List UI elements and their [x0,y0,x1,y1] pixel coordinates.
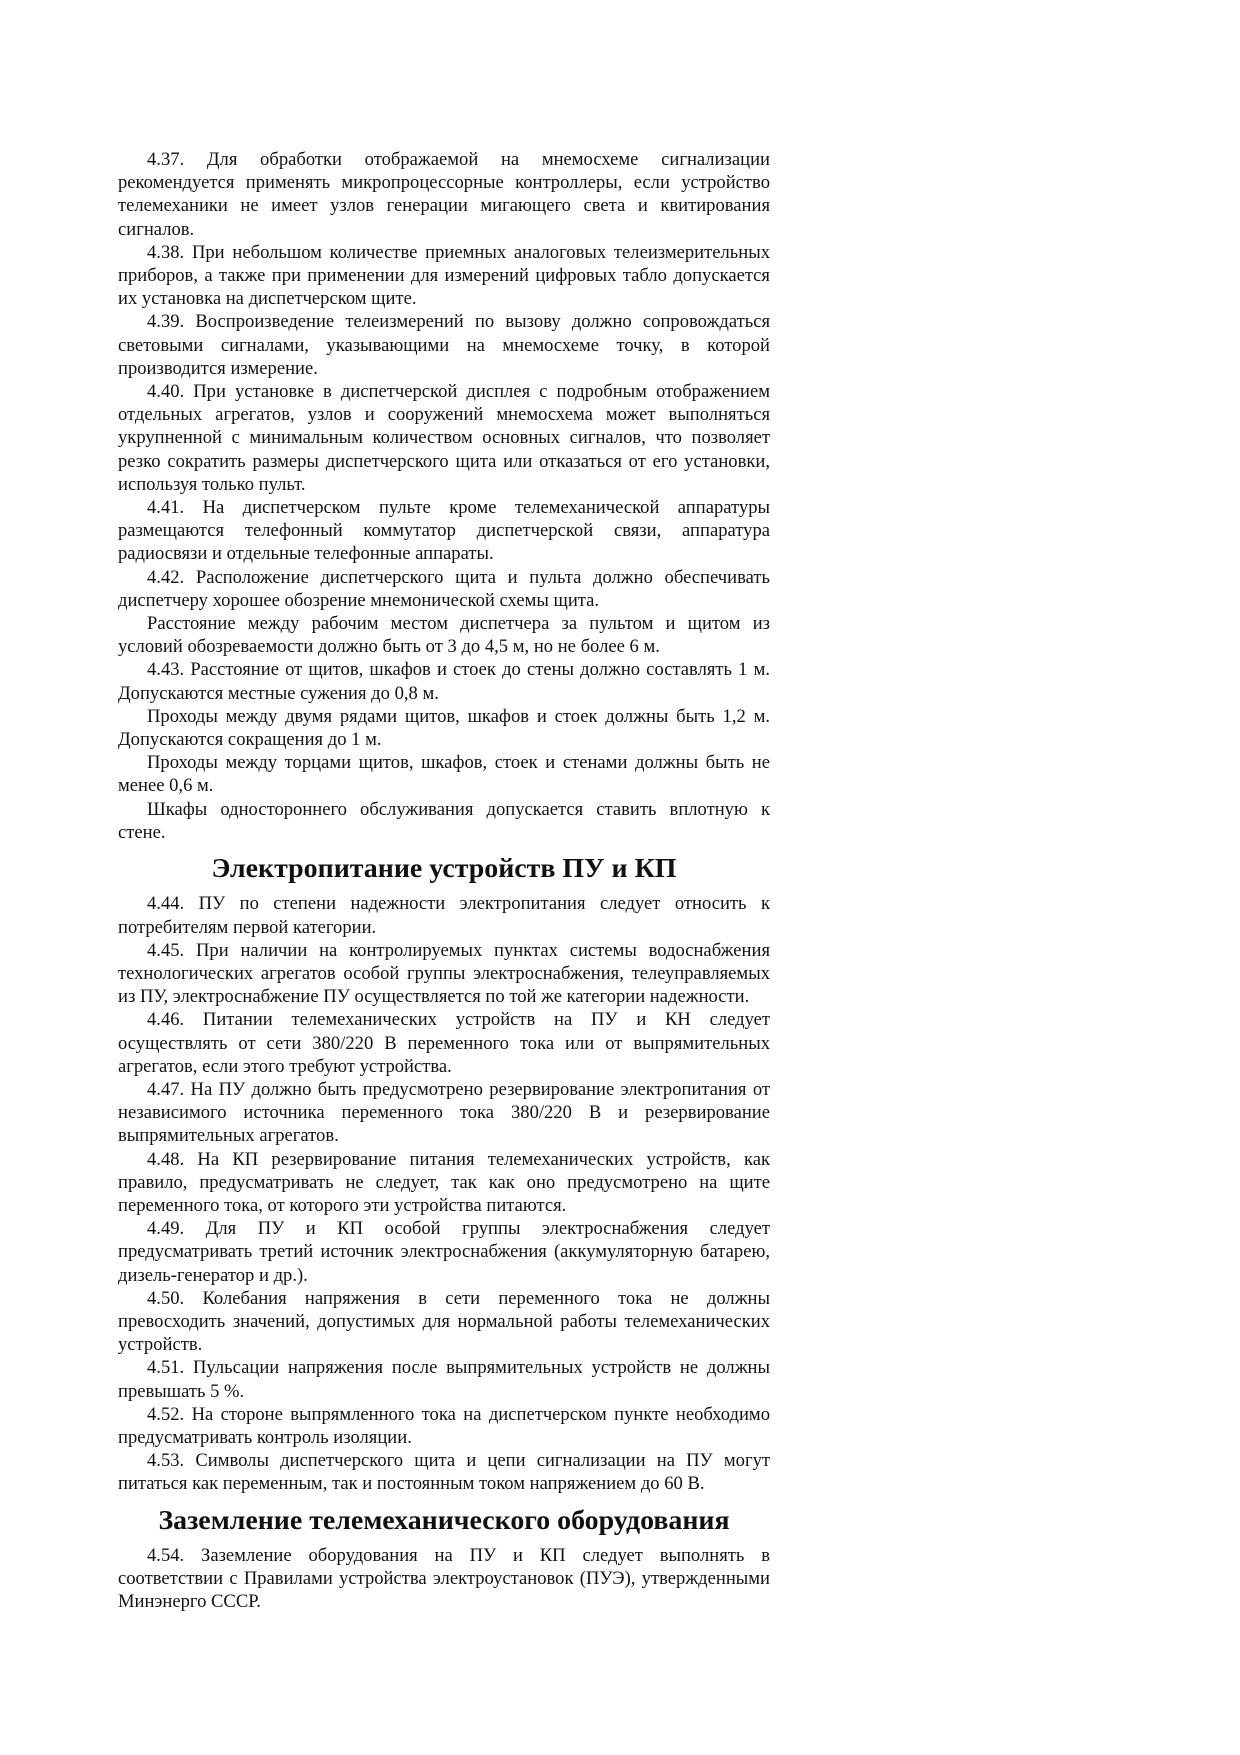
paragraph-4-52: 4.52. На стороне выпрямленного тока на диспетчерском пункте необходимо предусматривать контроль изоляции. [118,1403,770,1448]
paragraph-4-42-distance: Расстояние между рабочим местом диспетчера за пультом и щитом из условий обозреваемости должно быть от 3 до 4,5 м, но не более 6 м. [118,613,770,658]
paragraph-4-37: 4.37. Для обработки отображаемой на мнемосхеме сигнализации рекомендуется применять микропроцессорные контроллеры, если устройство телемеханики не имеет узлов генерации мигающего света и квитирования сигналов. [118,149,770,240]
paragraph-4-42: 4.42. Расположение диспетчерского щита и пульта должно обеспечивать диспетчеру хорошее обозрение мнемонической схемы щита. [118,566,770,611]
paragraph-4-50: 4.50. Колебания напряжения в сети переменного тока не должны превосходить значений, допустимых для нормальной работы телемеханических устройств. [118,1287,770,1356]
paragraph-4-40: 4.40. При установке в диспетчерской дисплея с подробным отображением отдельных агрегатов, узлов и сооружений мнемосхема может выполняться укрупненной с минимальным количеством основных сигналов, что позволяет резко сократить размеры диспетчерского щита или отказаться от его установки, используя только пульт. [118,381,770,495]
paragraph-4-43-ends: Проходы между торцами щитов, шкафов, стоек и стенами должны быть не менее 0,6 м. [118,752,770,797]
paragraph-4-54: 4.54. Заземление оборудования на ПУ и КП следует выполнять в соответствии с Правилами устройства электроустановок (ПУЭ), утвержденными Минэнерго СССР. [118,1544,770,1613]
section-heading-power-supply: Электропитание устройств ПУ и КП [211,853,677,885]
paragraph-4-48: 4.48. На КП резервирование питания телемеханических устройств, как правило, предусматривать не следует, так как оно предусмотрено на щите переменного тока, от которого эти устройства питаются. [118,1148,770,1216]
paragraph-4-43-rows: Проходы между двумя рядами щитов, шкафов и стоек должны быть 1,2 м. Допускаются сокращения до 1 м. [118,705,770,751]
paragraph-4-39: 4.39. Воспроизведение телеизмерений по вызову должно сопровождаться световыми сигналами, указывающими на мнемосхеме точку, в которой производится измерение. [118,311,770,379]
paragraph-4-44: 4.44. ПУ по степени надежности электропитания следует относить к потребителям первой категории. [118,893,770,938]
document-page [118,148,770,1613]
paragraph-4-51: 4.51. Пульсации напряжения после выпрямительных устройств не должны превышать 5 %. [118,1357,770,1402]
paragraph-4-53: 4.53. Символы диспетчерского щита и цепи сигнализации на ПУ могут питаться как переменным, так и постоянным током напряжением до 60 В. [118,1450,770,1495]
section-grounding [118,1544,770,1614]
paragraph-4-47: 4.47. На ПУ должно быть предусмотрено резервирование электропитания от независимого источника переменного тока 380/220 В и резервирование выпрямительных агрегатов. [118,1078,770,1147]
paragraph-4-38: 4.38. При небольшом количестве приемных аналоговых телеизмерительных приборов, а также при применении для измерений цифровых табло допускается их установка на диспетчерском щите. [118,241,770,310]
paragraph-4-49: 4.49. Для ПУ и КП особой группы электроснабжения следует предусматривать третий источник электроснабжения (аккумуляторную батарею, дизель-генератор и др.). [118,1218,770,1286]
paragraph-4-41: 4.41. На диспетчерском пульте кроме телемеханической аппаратуры размещаются телефонный коммутатор диспетчерской связи, аппаратура радиосвязи и отдельные телефонные аппараты. [118,497,770,565]
section-dispatch-equipment [118,148,770,844]
section-heading-grounding: Заземление телемеханического оборудования [158,1504,730,1536]
paragraph-4-46: 4.46. Питании телемеханических устройств на ПУ и КН следует осуществлять от сети 380/220 В переменного тока или от выпрямительных агрегатов, если этого требуют устройства. [118,1009,770,1077]
paragraph-4-43: 4.43. Расстояние от щитов, шкафов и стоек до стены должно составлять 1 м. Допускаются местные сужения до 0,8 м. [118,659,770,704]
section-power-supply [118,892,770,1495]
paragraph-4-45: 4.45. При наличии на контролируемых пунктах системы водоснабжения технологических агрегатов особой группы электроснабжения, телеуправляемых из ПУ, электроснабжение ПУ осуществляется по той же категории надежности. [118,939,770,1008]
paragraph-4-43-cabinets: Шкафы одностороннего обслуживания допускается ставить вплотную к стене. [118,798,770,843]
